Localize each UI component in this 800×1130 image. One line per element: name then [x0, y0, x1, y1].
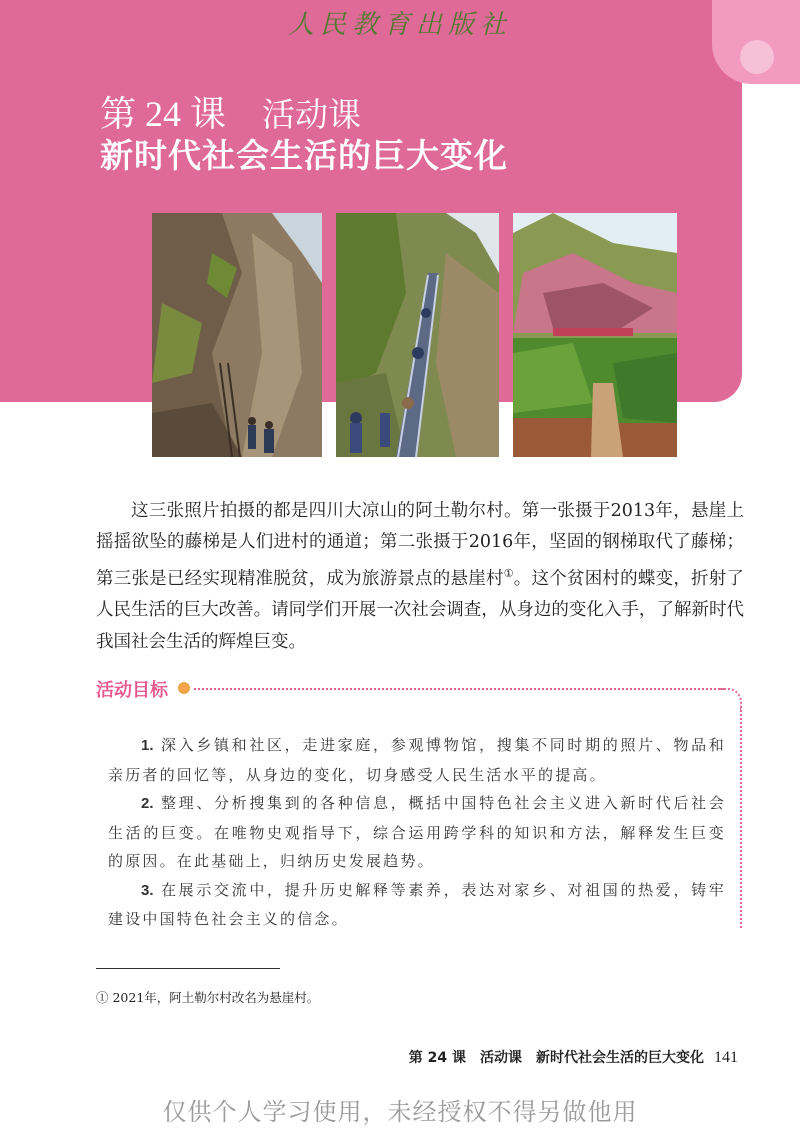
footnote-ref[interactable]: ①	[503, 567, 514, 581]
footnote-rule	[96, 968, 280, 969]
intro-paragraph	[96, 496, 744, 658]
activity-goals-list	[108, 731, 726, 934]
corner-circle-icon	[740, 40, 774, 74]
goal-text: 深入乡镇和社区，走进家庭，参观博物馆，搜集不同时期的照片、物品和亲历者的回忆等，从身边的变化，切身感受人民生活水平的提高。	[108, 736, 727, 784]
photo-cliff-village	[513, 213, 677, 457]
publisher-logo: 人民教育出版社	[287, 10, 512, 40]
lesson-type: 活动课	[262, 95, 362, 134]
lesson-number: 第 24 课	[100, 94, 227, 134]
page-number: 141	[714, 1049, 738, 1066]
orange-dot-icon	[178, 682, 190, 694]
intro-text-continued: 。这个贫困村的蝶变，折射了人民生活的巨大改善。请同学们开展一次社会调查，从身边的变化入手，了解新时代我国社会生活的辉煌巨变。	[96, 569, 745, 652]
usage-watermark: 仅供个人学习使用，未经授权不得另做他用	[162, 1098, 638, 1126]
dotted-divider	[194, 688, 724, 690]
footnote: ① 2021年，阿土勒尔村改名为悬崖村。	[96, 990, 320, 1005]
goal-item	[108, 789, 726, 876]
lesson-title: 新时代社会生活的巨大变化	[100, 136, 508, 175]
goal-number: 3.	[141, 881, 154, 899]
page-footer	[409, 1047, 738, 1067]
goal-number: 1.	[141, 737, 154, 754]
photo-steel-ladder	[336, 213, 499, 457]
running-title: 第 24 课 活动课 新时代社会生活的巨大变化	[408, 1050, 704, 1066]
goal-text: 在展示交流中，提升历史解释等素养，表达对家乡、对祖国的热爱，铸牢建设中国特色社会主义的信念。	[108, 880, 727, 928]
photo-cliff-vine-ladder	[152, 213, 322, 457]
activity-goals-heading: 活动目标	[96, 680, 168, 701]
dotted-border-corner	[720, 688, 742, 710]
goal-item	[108, 876, 726, 934]
intro-text: 这三张照片拍摄的都是四川大凉山的阿土勒尔村。第一张摄于2013年，悬崖上摇摇欲坠的藤梯是人们进村的通道；第二张摄于2016年，坚固的钢梯取代了藤梯；第三张是已经实现精准脱贫，成为旅游景点的悬崖村	[96, 501, 744, 590]
goal-item	[108, 731, 726, 789]
goal-number: 2.	[141, 795, 154, 812]
dotted-border-side	[740, 706, 742, 928]
goal-text: 整理、分析搜集到的各种信息，概括中国特色社会主义进入新时代后社会生活的巨变。在唯物史观指导下，综合运用跨学科的知识和方法，解释发生巨变的原因。在此基础上，归纳历史发展趋势。	[108, 794, 727, 870]
